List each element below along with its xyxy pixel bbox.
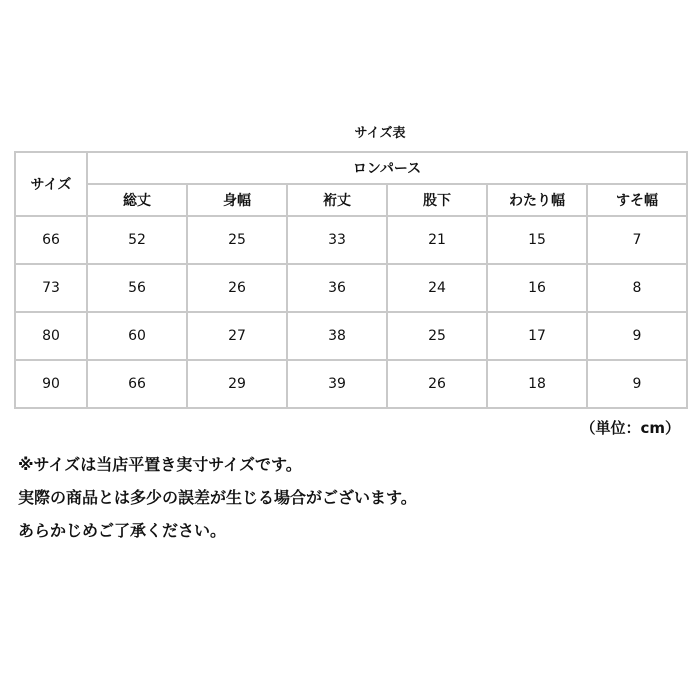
table-cell: 9: [587, 360, 687, 408]
table-cell: 25: [187, 216, 287, 264]
table-cell: 25: [387, 312, 487, 360]
column-header-body-width: 身幅: [187, 184, 287, 216]
unit-label: （単位：cm）: [580, 419, 680, 437]
table-cell: 16: [487, 264, 587, 312]
table-header-row: [15, 152, 687, 184]
table-cell: 66: [87, 360, 187, 408]
table-cell: 15: [487, 216, 587, 264]
table-cell: 21: [387, 216, 487, 264]
table-cell: 26: [387, 360, 487, 408]
table-cell: 7: [587, 216, 687, 264]
column-header-sleeve-length: 裄丈: [287, 184, 387, 216]
column-header-inseam: 股下: [387, 184, 487, 216]
table-cell: 17: [487, 312, 587, 360]
table-cell: 38: [287, 312, 387, 360]
size-table: [14, 151, 688, 409]
size-cell: 90: [15, 360, 87, 408]
table-title: サイズ表: [354, 126, 406, 141]
column-header-hem-width: すそ幅: [587, 184, 687, 216]
column-header-total-length: 総丈: [87, 184, 187, 216]
note-variance: 実際の商品とは多少の誤差が生じる場合がございます。: [18, 488, 417, 507]
note-acknowledgement: あらかじめご了承ください。: [18, 521, 227, 540]
table-cell: 27: [187, 312, 287, 360]
table-cell: 60: [87, 312, 187, 360]
table-row: [15, 312, 687, 360]
size-cell: 66: [15, 216, 87, 264]
table-cell: 24: [387, 264, 487, 312]
table-cell: 52: [87, 216, 187, 264]
size-cell: 73: [15, 264, 87, 312]
size-header: サイズ: [15, 152, 87, 216]
table-cell: 56: [87, 264, 187, 312]
table-cell: 36: [287, 264, 387, 312]
table-cell: 29: [187, 360, 287, 408]
romper-group-header: ロンパース: [87, 152, 687, 184]
table-cell: 33: [287, 216, 387, 264]
column-header-row: [15, 184, 687, 216]
table-row: [15, 264, 687, 312]
table-cell: 9: [587, 312, 687, 360]
notes: [18, 448, 417, 547]
size-cell: 80: [15, 312, 87, 360]
table-cell: 26: [187, 264, 287, 312]
table-cell: 8: [587, 264, 687, 312]
note-measurement: ※サイズは当店平置き実寸サイズです。: [18, 455, 302, 474]
table-row: [15, 360, 687, 408]
table-row: [15, 216, 687, 264]
table-cell: 18: [487, 360, 587, 408]
column-header-thigh-width: わたり幅: [487, 184, 587, 216]
table-cell: 39: [287, 360, 387, 408]
